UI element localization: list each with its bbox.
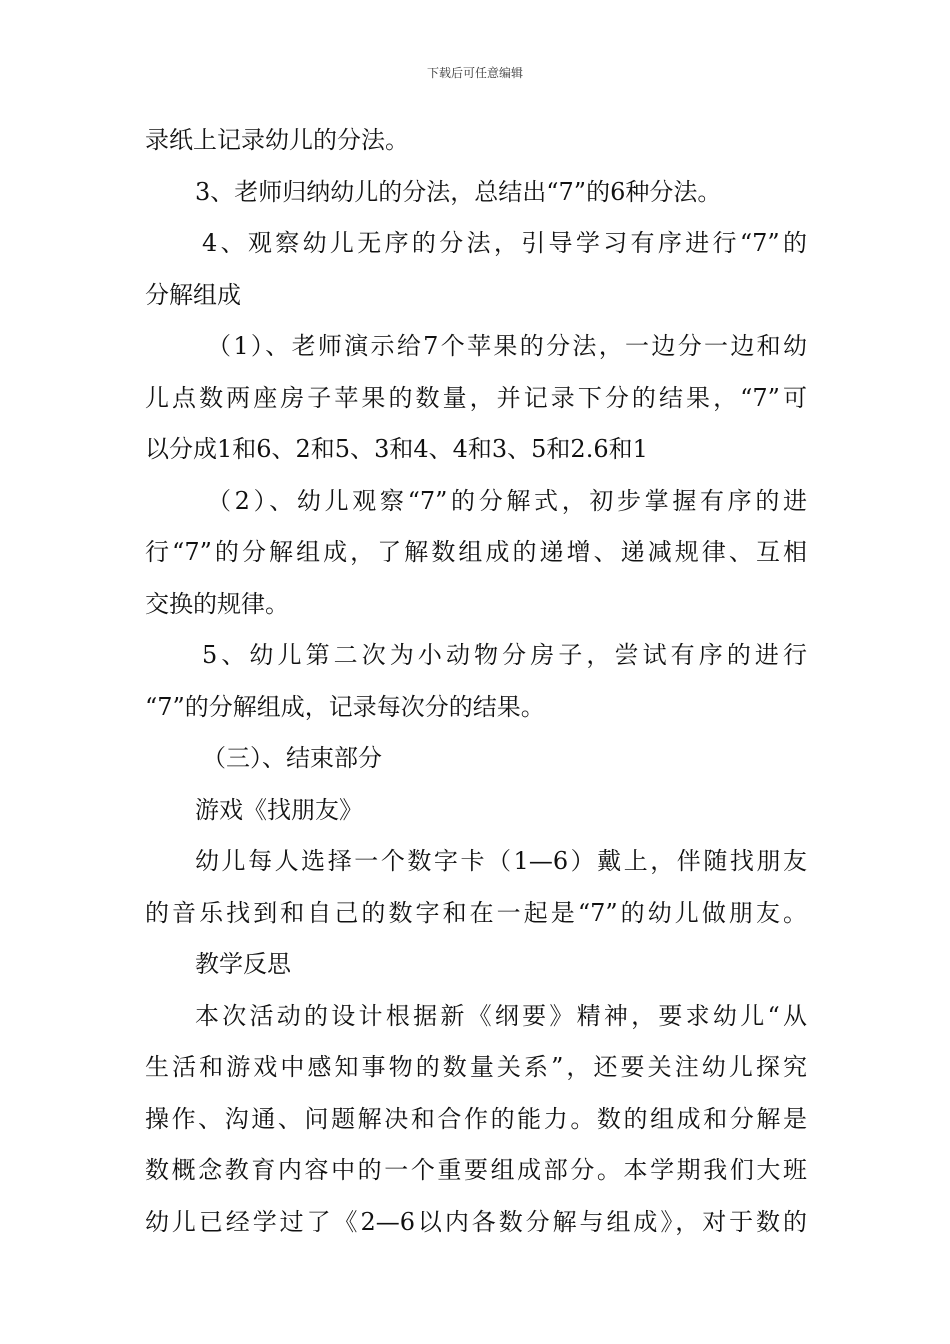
document-body bbox=[145, 128, 807, 1261]
body-line: 游戏《找朋友》 bbox=[195, 795, 363, 824]
body-line: 教学反思 bbox=[195, 950, 291, 978]
body-line: 4、观察幼儿无序的分法，引导学习有序进行“7”的 bbox=[202, 229, 807, 257]
body-line: 录纸上记录幼儿的分法。 bbox=[145, 126, 409, 154]
page-header: 下载后可任意编辑 bbox=[426, 66, 523, 80]
body-line: 分解组成 bbox=[145, 280, 241, 309]
body-line: （三）、结束部分 bbox=[202, 744, 382, 772]
body-line: 交换的规律。 bbox=[145, 589, 289, 618]
body-line: 幼儿已经学过了《2—6以内各数分解与组成》，对于数的 bbox=[145, 1207, 807, 1236]
body-line: “7”的分解组成，记录每次分的结果。 bbox=[145, 692, 545, 721]
body-line: 数概念教育内容中的一个重要组成部分。本学期我们大班 bbox=[145, 1156, 807, 1184]
body-line: 以分成1和6、2和5、3和4、4和3、5和2.6和1 bbox=[145, 435, 648, 463]
body-line: 本次活动的设计根据新《纲要》精神，要求幼儿“从 bbox=[195, 1001, 807, 1030]
body-line: 幼儿每人选择一个数字卡（1—6）戴上，伴随找朋友 bbox=[195, 847, 807, 875]
body-line: 5、幼儿第二次为小动物分房子，尝试有序的进行 bbox=[202, 641, 807, 669]
body-line: 3、老师归纳幼儿的分法，总结出“7”的6种分法。 bbox=[195, 177, 722, 206]
body-line: 操作、沟通、问题解决和合作的能力。数的组成和分解是 bbox=[145, 1104, 807, 1133]
body-line: （1）、老师演示给7个苹果的分法，一边分一边和幼 bbox=[207, 332, 807, 360]
body-line: 的音乐找到和自己的数字和在一起是“7”的幼儿做朋友。 bbox=[145, 898, 807, 927]
body-line: 行“7”的分解组成，了解数组成的递增、递减规律、互相 bbox=[145, 538, 807, 566]
body-line: 生活和游戏中感知事物的数量关系”，还要关注幼儿探究 bbox=[145, 1053, 807, 1081]
body-line: 儿点数两座房子苹果的数量，并记录下分的结果，“7”可 bbox=[145, 383, 807, 412]
body-line: （2）、幼儿观察“7”的分解式，初步掌握有序的进 bbox=[207, 486, 807, 515]
